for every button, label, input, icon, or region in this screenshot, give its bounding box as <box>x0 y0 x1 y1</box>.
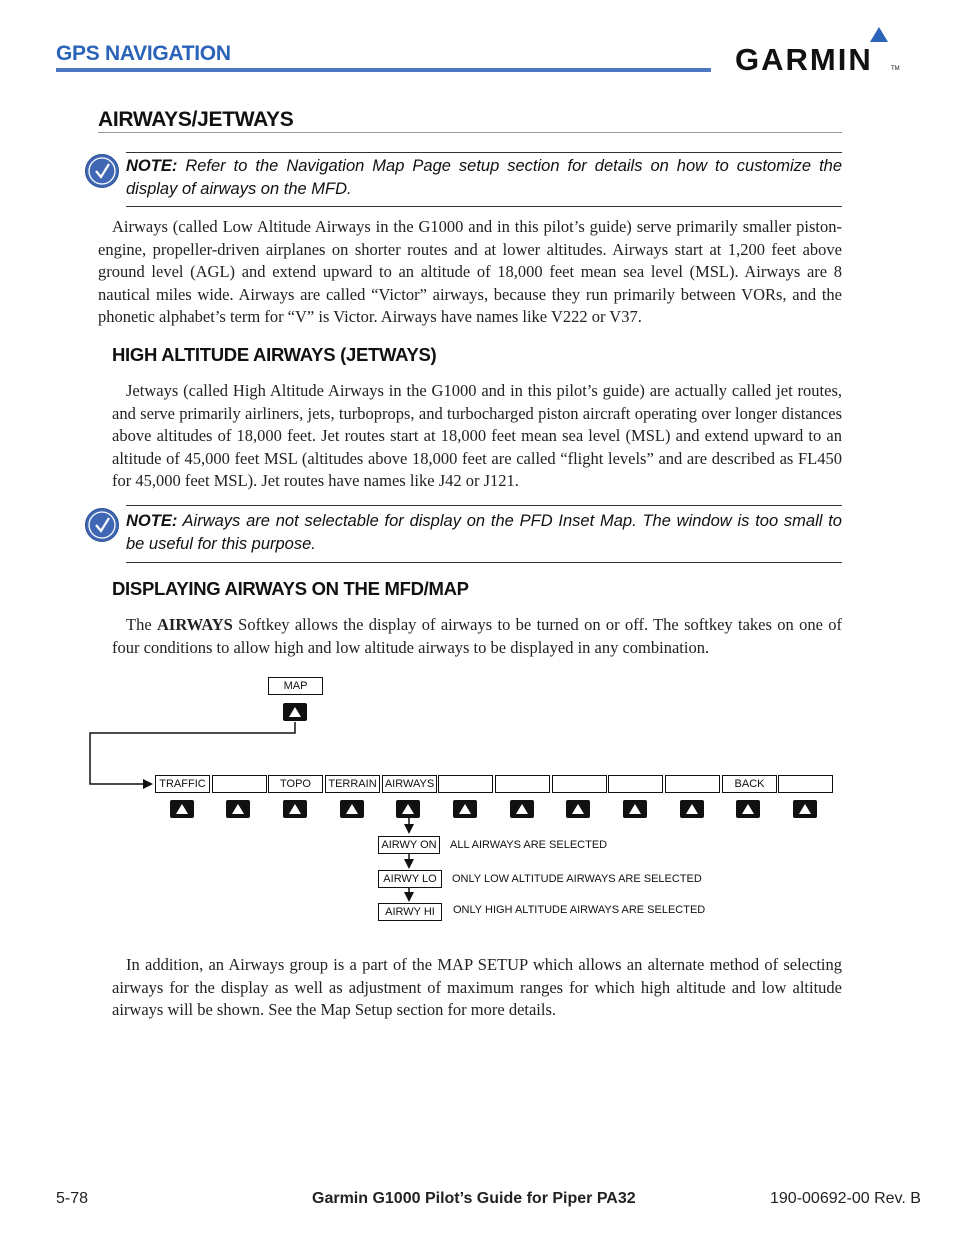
softkey-button-icon <box>396 800 420 818</box>
note-text <box>126 155 842 201</box>
softkey-button-icon <box>736 800 760 818</box>
softkey-topo: TOPO <box>268 775 323 793</box>
softkey-airwy-on: AIRWY ON <box>378 836 440 854</box>
title-rule <box>98 132 842 133</box>
softkey-button-icon <box>453 800 477 818</box>
paragraph-text: In addition, an Airways group is a part of the MAP SETUP which allows an alternate method of selecting airways for the display as well as adjustment of maximum ranges for which high altitude and low altitude airways will be shown. See the Map Setup section for more details. <box>112 955 842 1019</box>
softkey-blank <box>495 775 550 793</box>
paragraph-text: Airways (called Low Altitude Airways in the G1000 and in this pilot’s guide) serve primarily smaller piston-engine, propeller-driven airplanes on shorter routes and at lower altitudes. Airways start at 1,200 feet above ground level (AGL) and extend upward to an altitude of 18,000 feet mean sea level (MSL). Airways are 8 nautical miles wide. Airways are called “Victor” airways, because they run primarily between VORs, and the phonetic alphabet’s term for “V” is Victor. Airways have names like V222 or V37. <box>98 217 842 326</box>
map-softkey: MAP <box>268 677 323 695</box>
softkey-button-icon <box>623 800 647 818</box>
softkey-blank <box>665 775 720 793</box>
footer-title: Garmin G1000 Pilot’s Guide for Piper PA32 <box>312 1190 636 1207</box>
note-body: Refer to the Navigation Map Page setup section for details on how to customize the display of airways on the MFD. <box>126 157 842 198</box>
softkey-airways: AIRWAYS <box>382 775 437 793</box>
paragraph-airways-softkey <box>112 614 842 659</box>
softkey-traffic: TRAFFIC <box>155 775 210 793</box>
note-label: NOTE: <box>126 512 178 530</box>
note-label: NOTE: <box>126 157 178 175</box>
softkey-button-icon <box>170 800 194 818</box>
softkey-button-icon <box>340 800 364 818</box>
section-title: GPS NAVIGATION <box>56 42 231 65</box>
state-desc-lo: ONLY LOW ALTITUDE AIRWAYS ARE SELECTED <box>452 873 702 885</box>
heading-displaying-airways: DISPLAYING AIRWAYS ON THE MFD/MAP <box>112 578 469 599</box>
softkey-button-icon <box>283 800 307 818</box>
note-text <box>126 510 842 556</box>
text-run: Softkey allows the display of airways to be turned on or off. The softkey takes on one of four conditions to allow high and low altitude airways to be displayed in any combination. <box>112 615 842 657</box>
softkey-blank <box>608 775 663 793</box>
note-body: Airways are not selectable for display on the PFD Inset Map. The window is too small to be useful for this purpose. <box>126 512 842 553</box>
softkey-button-icon <box>226 800 250 818</box>
softkey-button-icon <box>510 800 534 818</box>
logo-trademark: TM <box>891 66 900 72</box>
paragraph-text <box>112 614 842 659</box>
heading-high-altitude-airways: HIGH ALTITUDE AIRWAYS (JETWAYS) <box>112 344 437 365</box>
softkey-button-icon <box>793 800 817 818</box>
note-rule-bottom <box>126 206 842 207</box>
state-desc-on: ALL AIRWAYS ARE SELECTED <box>450 839 608 851</box>
softkey-button-icon <box>680 800 704 818</box>
note-rule-top <box>126 152 842 153</box>
paragraph-jetways <box>112 380 842 493</box>
document-number: 190-00692-00 Rev. B <box>770 1190 921 1207</box>
paragraph-map-setup <box>112 954 842 1022</box>
softkey-airwy-lo: AIRWY LO <box>378 870 442 888</box>
page-title: AIRWAYS/JETWAYS <box>98 108 294 131</box>
note-checkmark-icon <box>85 154 119 188</box>
note-rule-top <box>126 505 842 506</box>
map-softkey-button-icon <box>283 703 307 721</box>
softkey-blank <box>438 775 493 793</box>
softkey-back: BACK <box>722 775 777 793</box>
softkey-blank <box>778 775 833 793</box>
text-run: The <box>126 615 157 634</box>
paragraph-airways <box>98 216 842 329</box>
garmin-logo-triangle-icon <box>870 27 888 42</box>
softkey-button-icon <box>566 800 590 818</box>
state-desc-hi: ONLY HIGH ALTITUDE AIRWAYS ARE SELECTED <box>453 904 706 916</box>
header-rule <box>56 68 711 72</box>
softkey-blank <box>212 775 267 793</box>
garmin-logo: GARMIN <box>735 42 873 77</box>
softkey-airwy-hi: AIRWY HI <box>378 903 442 921</box>
paragraph-text: Jetways (called High Altitude Airways in the G1000 and in this pilot’s guide) are actually called jet routes, and serve primarily airliners, jets, turboprops, and turbocharged piston aircraft operating over longer distances above altitudes of 18,000 feet. Jet routes start at 18,000 feet mean sea level (MSL) and extend upward to an altitude of 45,000 feet MSL (altitudes above 18,000 feet are called “flight levels” and are described as FL450 for 45,000 feet MSL). Jet routes have names like J42 or J121. <box>112 381 842 490</box>
page-number: 5-78 <box>56 1190 89 1207</box>
softkey-blank <box>552 775 607 793</box>
note-checkmark-icon <box>85 508 119 542</box>
note-rule-bottom <box>126 562 842 563</box>
softkey-terrain: TERRAIN <box>325 775 380 793</box>
airways-softkey-name: AIRWAYS <box>157 615 233 634</box>
